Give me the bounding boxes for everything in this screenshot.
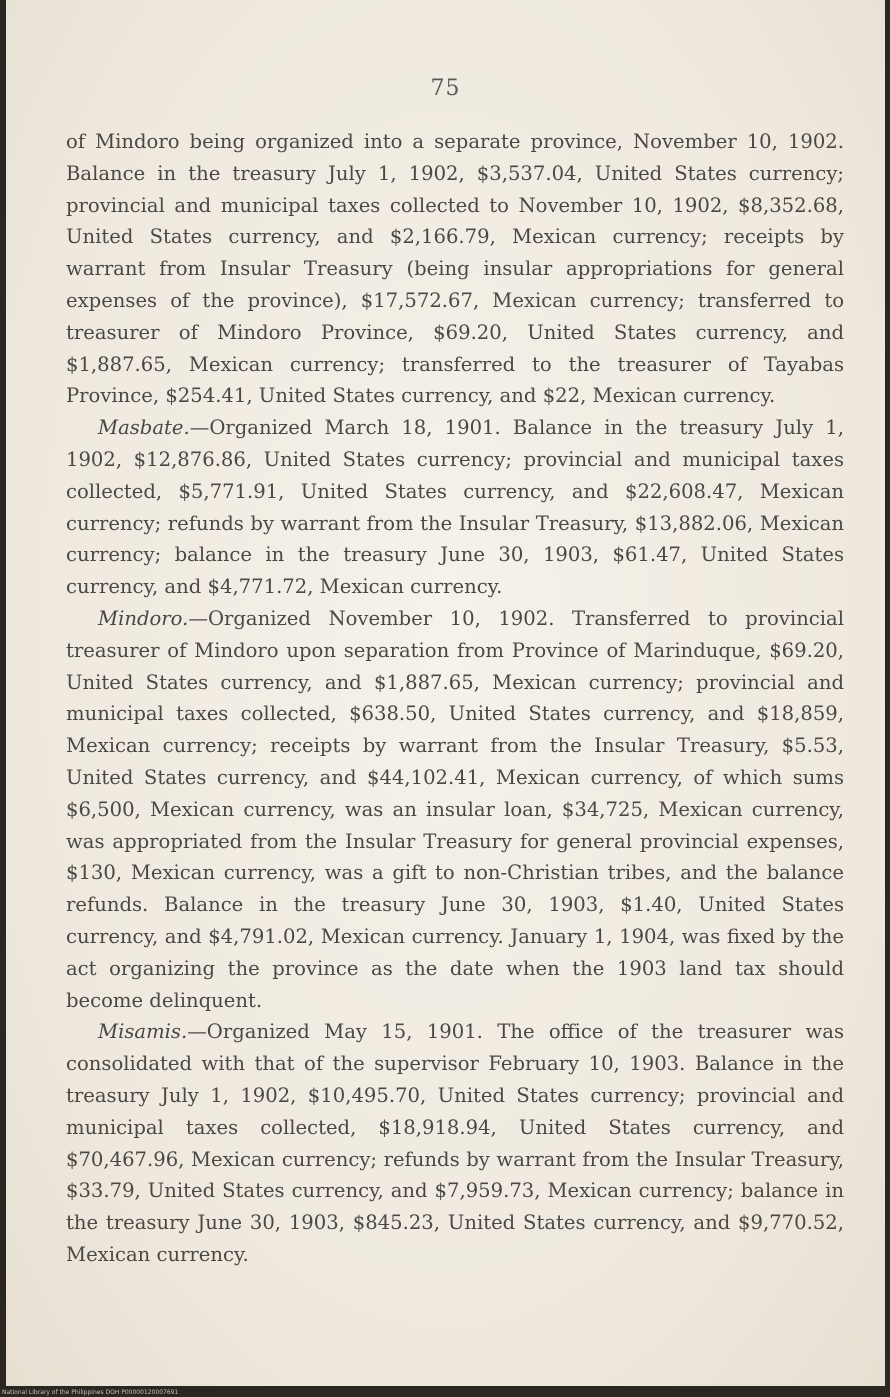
page-number: 75 (430, 76, 461, 101)
paragraph-text: —Organized November 10, 1902. Transferred to provincial treasurer of Mindoro upon separation from Province of Marinduque, $69.20, United States currency, and $1,887.65, Mexican currency; provincial and municipal taxes collected, $638.50, United States currency, and $18,859, Mexican currency; receipts by warrant from the Insular Treasury, $5.53, United States currency, and $44,102.41, Mexican currency, of which sums $6,500, Mexican currency, was an insular loan, $34,725, Mexican currency, was appropriated from the Insular Treasury for general provincial expenses, $130, Mexican currency, was a gift to non-Christian tribes, and the balance refunds. Balance in the treasury June 30, 1903, $1.40, United States currency, and $4,791.02, Mexican currency. January 1, 1904, was fixed by the act organizing the province as the date when the 1903 land tax should become delinquent. (66, 606, 844, 1012)
paragraph-misamis (66, 1016, 844, 1270)
document-page (6, 0, 885, 1386)
province-heading: Masbate. (98, 416, 190, 440)
paragraph-mindoro (66, 603, 844, 1016)
province-heading: Mindoro. (98, 606, 189, 630)
paragraph-continuation (66, 126, 844, 412)
scan-footer: National Library of the Philippines DOH P00000120007691 (2, 1389, 179, 1396)
province-heading: Misamis. (98, 1020, 188, 1044)
paragraph-text: —Organized May 15, 1901. The office of the treasurer was consolidated with that of the supervisor February 10, 1903. Balance in the treasury July 1, 1902, $10,495.70, United States currency; provincial and municipal taxes collected, $18,918.94, United States currency, and $70,467.96, Mexican currency; refunds by warrant from the Insular Treasury, $33.79, United States currency, and $7,959.73, Mexican currency; balance in the treasury June 30, 1903, $845.23, United States currency, and $9,770.52, Mexican currency. (66, 1020, 844, 1266)
paragraph-masbate (66, 412, 844, 603)
paragraph-text: of Mindoro being organized into a separate province, November 10, 1902. Balance in the treasury July 1, 1902, $3,537.04, United States currency; provincial and municipal taxes collected to November 10, 1902, $8,352.68, United States currency, and $2,166.79, Mexican currency; receipts by warrant from Insular Treasury (being insular appropriations for general expenses of the province), $17,572.67, Mexican currency; transferred to treasurer of Mindoro Province, $69.20, United States currency, and $1,887.65, Mexican currency; transferred to the treasurer of Tayabas Province, $254.41, United States currency, and $22, Mexican currency. (66, 130, 844, 408)
paragraph-text: —Organized March 18, 1901. Balance in the treasury July 1, 1902, $12,876.86, United States currency; provincial and municipal taxes collected, $5,771.91, United States currency, and $22,608.47, Mexican currency; refunds by warrant from the Insular Treasury, $13,882.06, Mexican currency; balance in the treasury June 30, 1903, $61.47, United States currency, and $4,771.72, Mexican currency. (66, 416, 844, 599)
body-text (66, 126, 844, 1271)
